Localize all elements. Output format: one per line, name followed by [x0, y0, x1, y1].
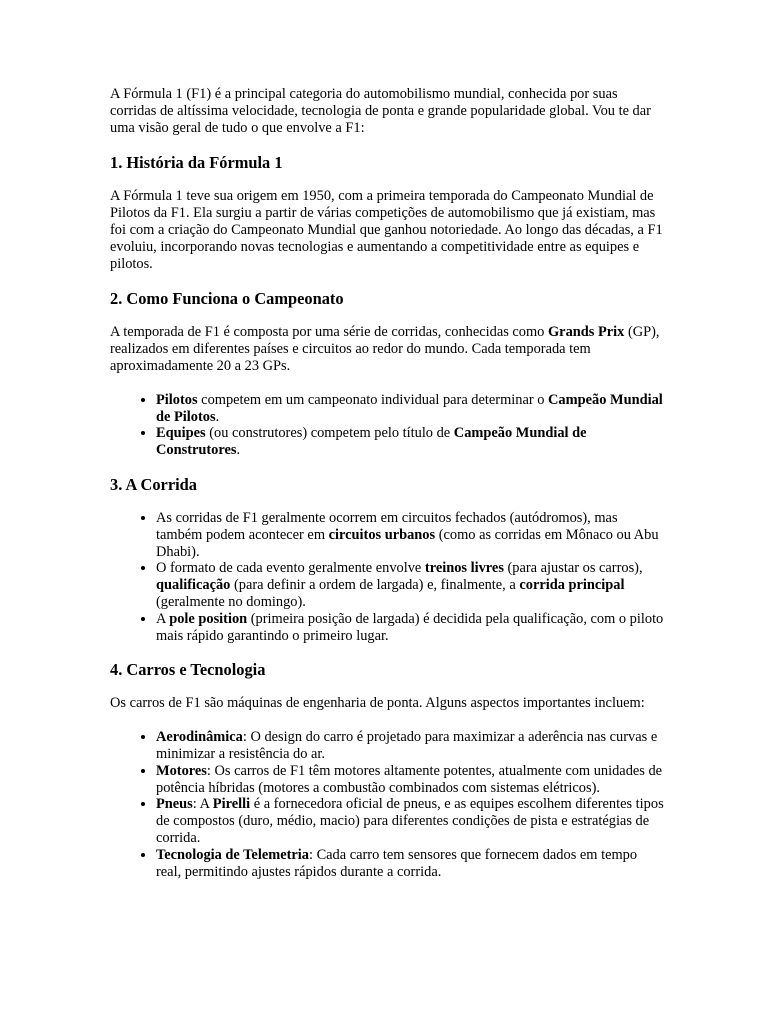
text-run: (para definir a ordem de largada) e, finalmente, a: [230, 577, 520, 594]
text-run: (ou construtores) competem pelo título de: [205, 425, 454, 442]
text-run: é a fornecedora oficial de pneus, e as equipes escolhem diferentes tipos de compostos (duro, médio, macio) para diferentes condições de pista e estratégias de corrida.: [156, 796, 664, 846]
bold-run: pole position: [169, 610, 248, 627]
list-corrida: [110, 510, 665, 644]
bold-run: Aerodinâmica: [156, 729, 243, 746]
paragraph-historia: A Fórmula 1 teve sua origem em 1950, com a primeira temporada do Campeonato Mundial de Pilotos da F1. Ela surgiu a partir de várias competições de automobilismo que já existiam, mas foi com a criação do Campeonato Mundial que ganhou notoriedade. Ao longo das décadas, a F1 evoluiu, incorporando novas tecnologias e aumentando a competitividade entre as equipes e pilotos.: [110, 188, 663, 272]
text-run: : O design do carro é projetado para maximizar a aderência nas curvas e minimizar a resistência do ar.: [156, 729, 658, 762]
text-run: (como as corridas em Mônaco ou Abu Dhabi).: [156, 526, 659, 560]
bold-run: Grands Prix: [547, 324, 625, 341]
bold-run: corrida principal: [519, 577, 625, 594]
bold-run: Motores: [156, 762, 207, 779]
text-run: A temporada de F1 é composta por uma série de corridas, conhecidas como: [110, 324, 548, 341]
text-run: (para ajustar os carros),: [503, 560, 643, 577]
text-run: : Cada carro tem sensores que fornecem dados em tempo real, permitindo ajustes rápidos durante a corrida.: [156, 846, 638, 880]
bold-run: Campeão Mundial de Construtores: [156, 425, 587, 459]
bold-run: Equipes: [156, 425, 206, 442]
list-item: [156, 796, 665, 846]
list-item: [156, 510, 665, 560]
heading-campeonato: 2. Como Funciona o Campeonato: [110, 289, 344, 309]
text-run: competem em um campeonato individual para determinar o: [197, 391, 549, 408]
text-run: .: [236, 442, 241, 459]
list-item: [156, 611, 665, 645]
document-body: [110, 86, 665, 880]
heading-corrida: 3. A Corrida: [110, 474, 197, 494]
text-run: .: [215, 408, 220, 425]
list-carros: [110, 729, 665, 880]
text-run: : Os carros de F1 têm motores altamente potentes, atualmente com unidades de potência híbridas (motores a combustão combinados com sistemas elétricos).: [156, 762, 663, 796]
list-item: [156, 560, 665, 610]
list-item: [156, 763, 665, 797]
text-run: : A: [192, 796, 213, 813]
bold-run: Pilotos: [156, 391, 198, 408]
list-item: [156, 847, 665, 881]
bold-run: Pirelli: [212, 796, 251, 813]
paragraph-carros: Os carros de F1 são máquinas de engenharia de ponta. Alguns aspectos importantes incluem:: [110, 695, 645, 712]
text-run: As corridas de F1 geralmente ocorrem em circuitos fechados (autódromos), mas também podem acontecer em: [156, 509, 618, 543]
paragraph-campeonato: [110, 324, 665, 374]
text-run: O formato de cada evento geralmente envolve: [156, 560, 425, 577]
text-run: (GP), realizados em diferentes países e circuitos ao redor do mundo. Cada temporada tem aproximadamente 20 a 23 GPs.: [110, 324, 660, 374]
bold-run: Pneus: [156, 796, 193, 813]
heading-carros: 4. Carros e Tecnologia: [110, 660, 266, 680]
list-campeonato: [110, 392, 665, 459]
bold-run: qualificação: [156, 577, 231, 594]
intro-paragraph: A Fórmula 1 (F1) é a principal categoria do automobilismo mundial, conhecida por suas corridas de altíssima velocidade, tecnologia de ponta e grande popularidade global. Vou te dar uma visão geral de tudo o que envolve a F1:: [110, 86, 651, 136]
list-item: [156, 729, 665, 763]
list-item: [156, 425, 665, 459]
text-run: A: [156, 610, 170, 627]
bold-run: circuitos urbanos: [328, 526, 436, 543]
bold-run: treinos livres: [424, 560, 504, 577]
bold-run: Campeão Mundial de Pilotos: [156, 391, 663, 425]
text-run: (geralmente no domingo).: [156, 593, 306, 610]
bold-run: Tecnologia de Telemetria: [156, 846, 309, 863]
heading-historia: 1. História da Fórmula 1: [110, 153, 283, 173]
list-item: [156, 392, 665, 426]
text-run: (primeira posição de largada) é decidida pela qualificação, com o piloto mais rápido garantindo o primeiro lugar.: [156, 610, 664, 644]
